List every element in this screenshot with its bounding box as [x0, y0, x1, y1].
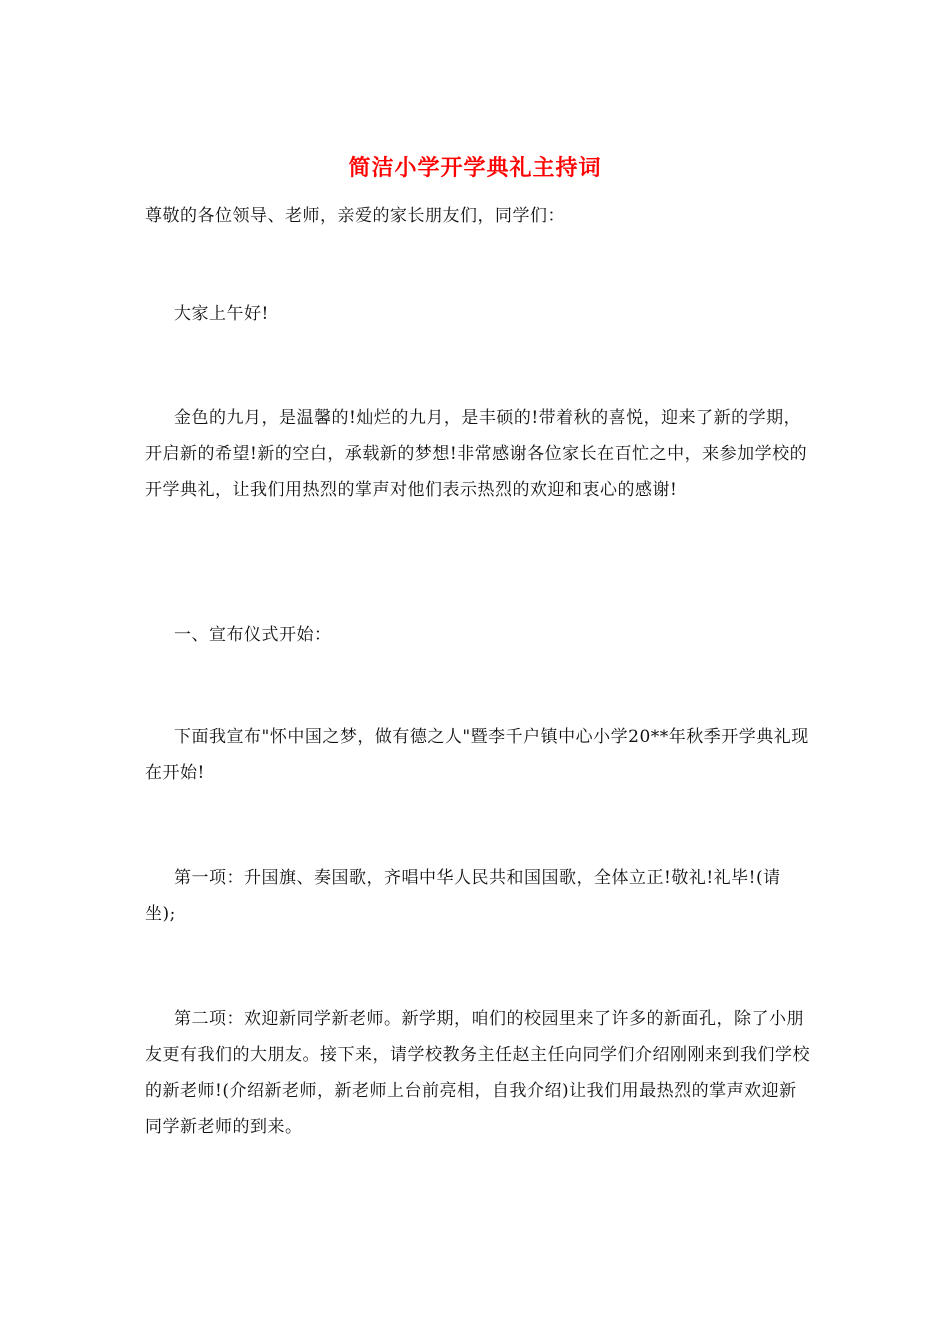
paragraph-morning-greeting: 大家上午好!: [174, 304, 269, 324]
paragraph-ceremony-announcement: 下面我宣布"怀中国之梦，做有德之人"暨李千户镇中心小学20**年秋季开学典礼现在开始!: [145, 727, 809, 783]
paragraph-opening-speech: 金色的九月，是温馨的!灿烂的九月，是丰硕的!带着秋的喜悦，迎来了新的学期，开启新的希望!新的空白，承载新的梦想!非常感谢各位家长在百忙之中，来参加学校的开学典礼，让我们用热烈的掌声对他们表示热烈的欢迎和衷心的感谢!: [145, 408, 808, 500]
section-heading-ceremony-start: 一、宣布仪式开始：: [174, 625, 332, 645]
document-title: 简洁小学开学典礼主持词: [348, 155, 602, 181]
greeting-paragraph: 尊敬的各位领导、老师，亲爱的家长朋友们，同学们：: [145, 206, 565, 226]
paragraph-item-two-welcome: 第二项：欢迎新同学新老师。新学期，咱们的校园里来了许多的新面孔，除了小朋友更有我们的大朋友。接下来，请学校教务主任赵主任向同学们介绍刚刚来到我们学校的新老师!(介绍新老师，新老师上台前亮相，自我介绍)让我们用最热烈的掌声欢迎新同学新老师的到来。: [145, 1009, 810, 1137]
paragraph-item-one-flag: 第一项：升国旗、奏国歌，齐唱中华人民共和国国歌，全体立正!敬礼!礼毕!(请坐);: [145, 868, 781, 924]
